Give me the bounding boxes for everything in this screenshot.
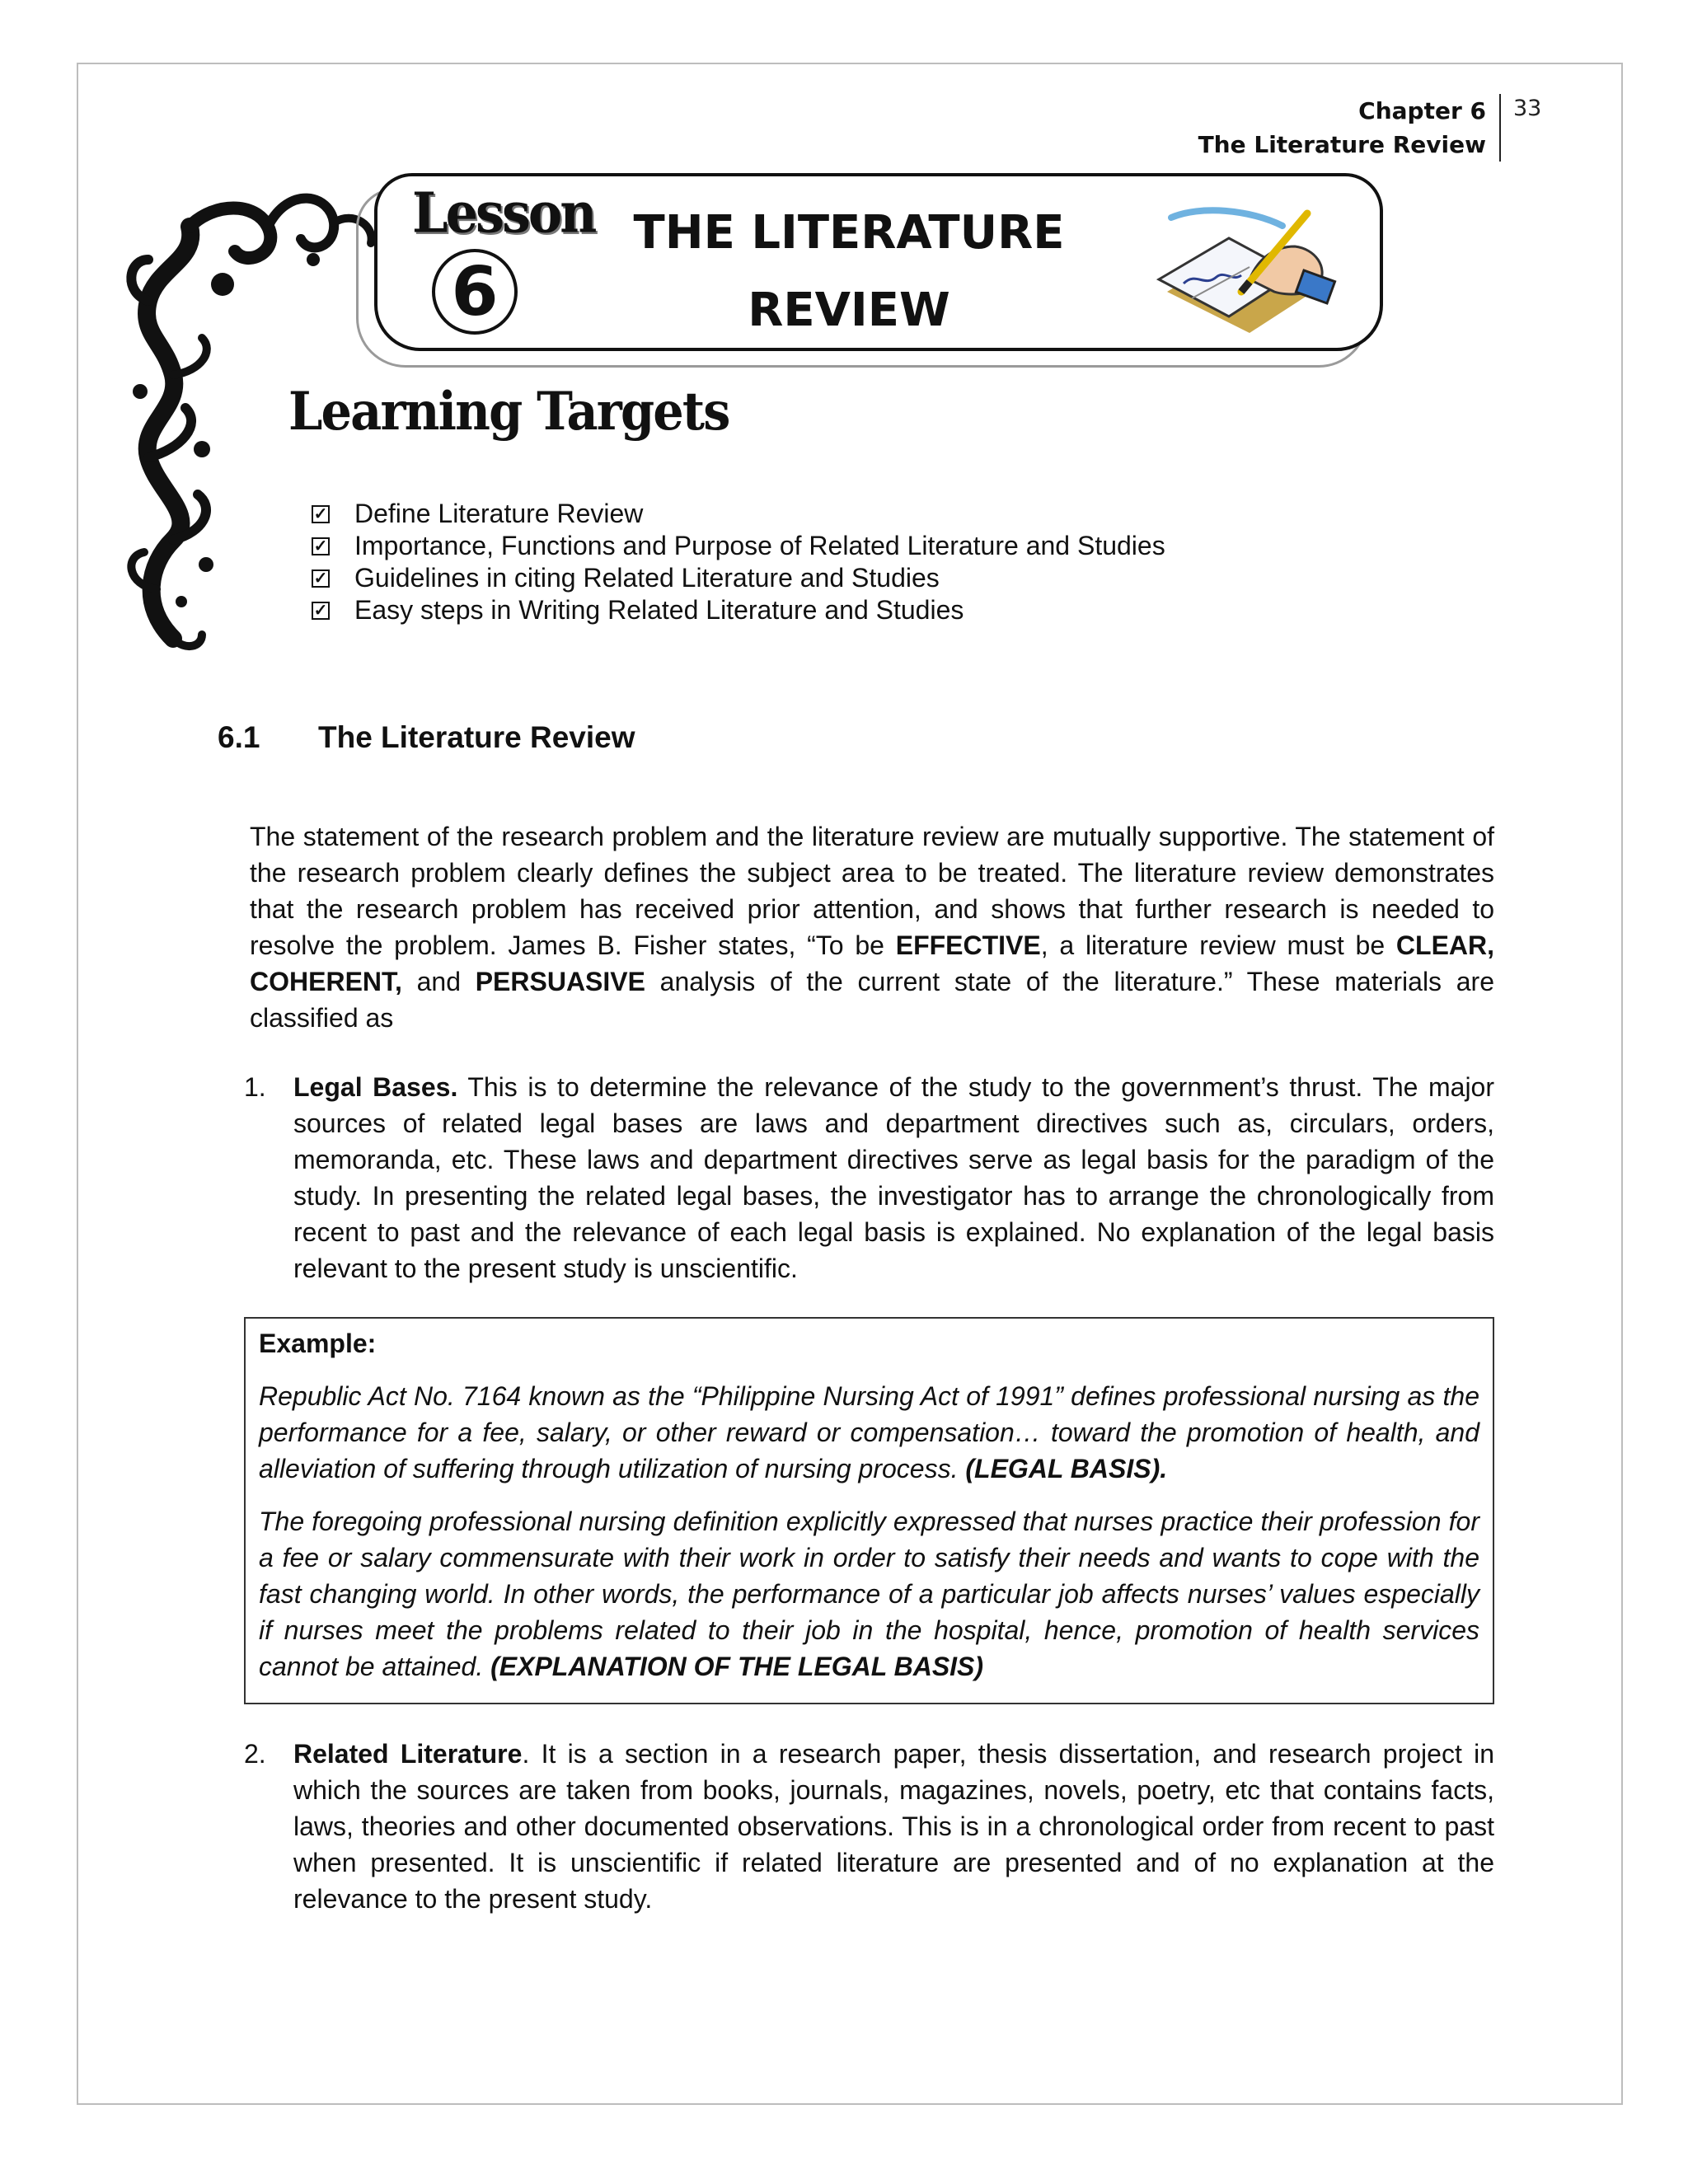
hand-writing-icon	[1151, 201, 1340, 341]
lesson-number-badge	[432, 249, 518, 335]
target-text: Importance, Functions and Purpose of Related Literature and Studies	[354, 531, 1165, 560]
lesson-title	[626, 194, 1071, 349]
list-item	[312, 498, 1165, 530]
example-tag: (EXPLANATION OF THE LEGAL BASIS)	[490, 1652, 984, 1681]
example-label: Example:	[259, 1329, 377, 1358]
list-item	[312, 530, 1165, 562]
example-tag: (LEGAL BASIS).	[965, 1454, 1168, 1483]
lesson-title-line1: THE LITERATURE	[633, 206, 1065, 260]
checkbox-checked-icon: ✓	[312, 505, 330, 523]
learning-targets-list	[312, 498, 1165, 626]
section-heading	[218, 720, 635, 755]
target-text: Guidelines in citing Related Literature and Studies	[354, 563, 940, 593]
lesson-number: 6	[451, 252, 499, 331]
list-item-legal-bases	[244, 1069, 1494, 1286]
section-title: The Literature Review	[318, 720, 635, 754]
lesson-word: Lesson	[412, 180, 595, 246]
example-paragraph: The foregoing professional nursing definition explicitly expressed that nurses practice their profession for a fee or salary commensurate with their work in order to satisfy their needs and wants to cope with the fast changing world. In other words, the performance of a particular job affects nurses’ values especially if nurses meet the problems related to their job in the hospital, hence, promotion of health services cannot be attained. (EXPLANATION OF THE LEGAL BASIS)	[259, 1507, 1479, 1681]
learning-targets-heading: Learning Targets	[288, 381, 729, 443]
list-item-related-literature	[244, 1736, 1494, 1917]
list-marker: 1.	[244, 1072, 266, 1102]
header-chapter: Chapter 6	[1358, 97, 1486, 124]
list-item	[312, 594, 1165, 626]
item-text: This is to determine the relevance of the study to the government’s thrust. The major sources of related legal bases are laws and department directives such as, circulars, orders, memoranda, etc. These laws and department directives serve as legal basis for the paradigm of the study. In presenting the related legal bases, the investigator has to arrange the chronologically from recent to past and the relevance of each legal basis is explained. No explanation of the legal basis relevant to the present study is unscientific.	[293, 1072, 1495, 1283]
checkbox-checked-icon: ✓	[312, 537, 330, 555]
intro-paragraph: The statement of the research problem and the literature review are mutually supportive. The statement of the research problem clearly defines the subject area to be treated. The literature review demonstrates that the research problem has received prior attention, and shows that further research is needed to resolve the problem. James B. Fisher states, “To be EFFECTIVE, a literature review must be CLEAR, COHERENT, and PERSUASIVE analysis of the current state of the literature.” These materials are classified as	[250, 822, 1495, 1033]
section-number: 6.1	[218, 720, 260, 754]
example-box	[244, 1317, 1494, 1704]
checkbox-checked-icon: ✓	[312, 602, 330, 620]
target-text: Define Literature Review	[354, 499, 644, 528]
example-paragraph: Republic Act No. 7164 known as the “Philippine Nursing Act of 1991” defines professional nursing as the performance for a fee, salary, or other reward or compensation… toward the promotion of health, and alleviation of suffering through utilization of nursing process. (LEGAL BASIS).	[259, 1381, 1479, 1483]
running-header	[1198, 94, 1501, 162]
target-text: Easy steps in Writing Related Literature and Studies	[354, 595, 964, 625]
checkbox-checked-icon: ✓	[312, 569, 330, 588]
item-text: . It is a section in a research paper, thesis dissertation, and research project in which the sources are taken from books, journals, magazines, novels, poetry, etc that contains facts, laws, theories and other documented observations. This is in a chronological order from recent to past when presented. It is unscientific if related literature are presented and of no explanation at the relevance to the present study.	[293, 1739, 1495, 1914]
page-number: 33	[1513, 96, 1542, 121]
item-term: Related Literature	[293, 1739, 523, 1769]
list-marker: 2.	[244, 1739, 266, 1769]
header-chapter-title: The Literature Review	[1198, 131, 1486, 158]
list-item	[312, 562, 1165, 594]
lesson-title-line2: REVIEW	[748, 284, 950, 337]
item-term: Legal Bases.	[293, 1072, 458, 1102]
